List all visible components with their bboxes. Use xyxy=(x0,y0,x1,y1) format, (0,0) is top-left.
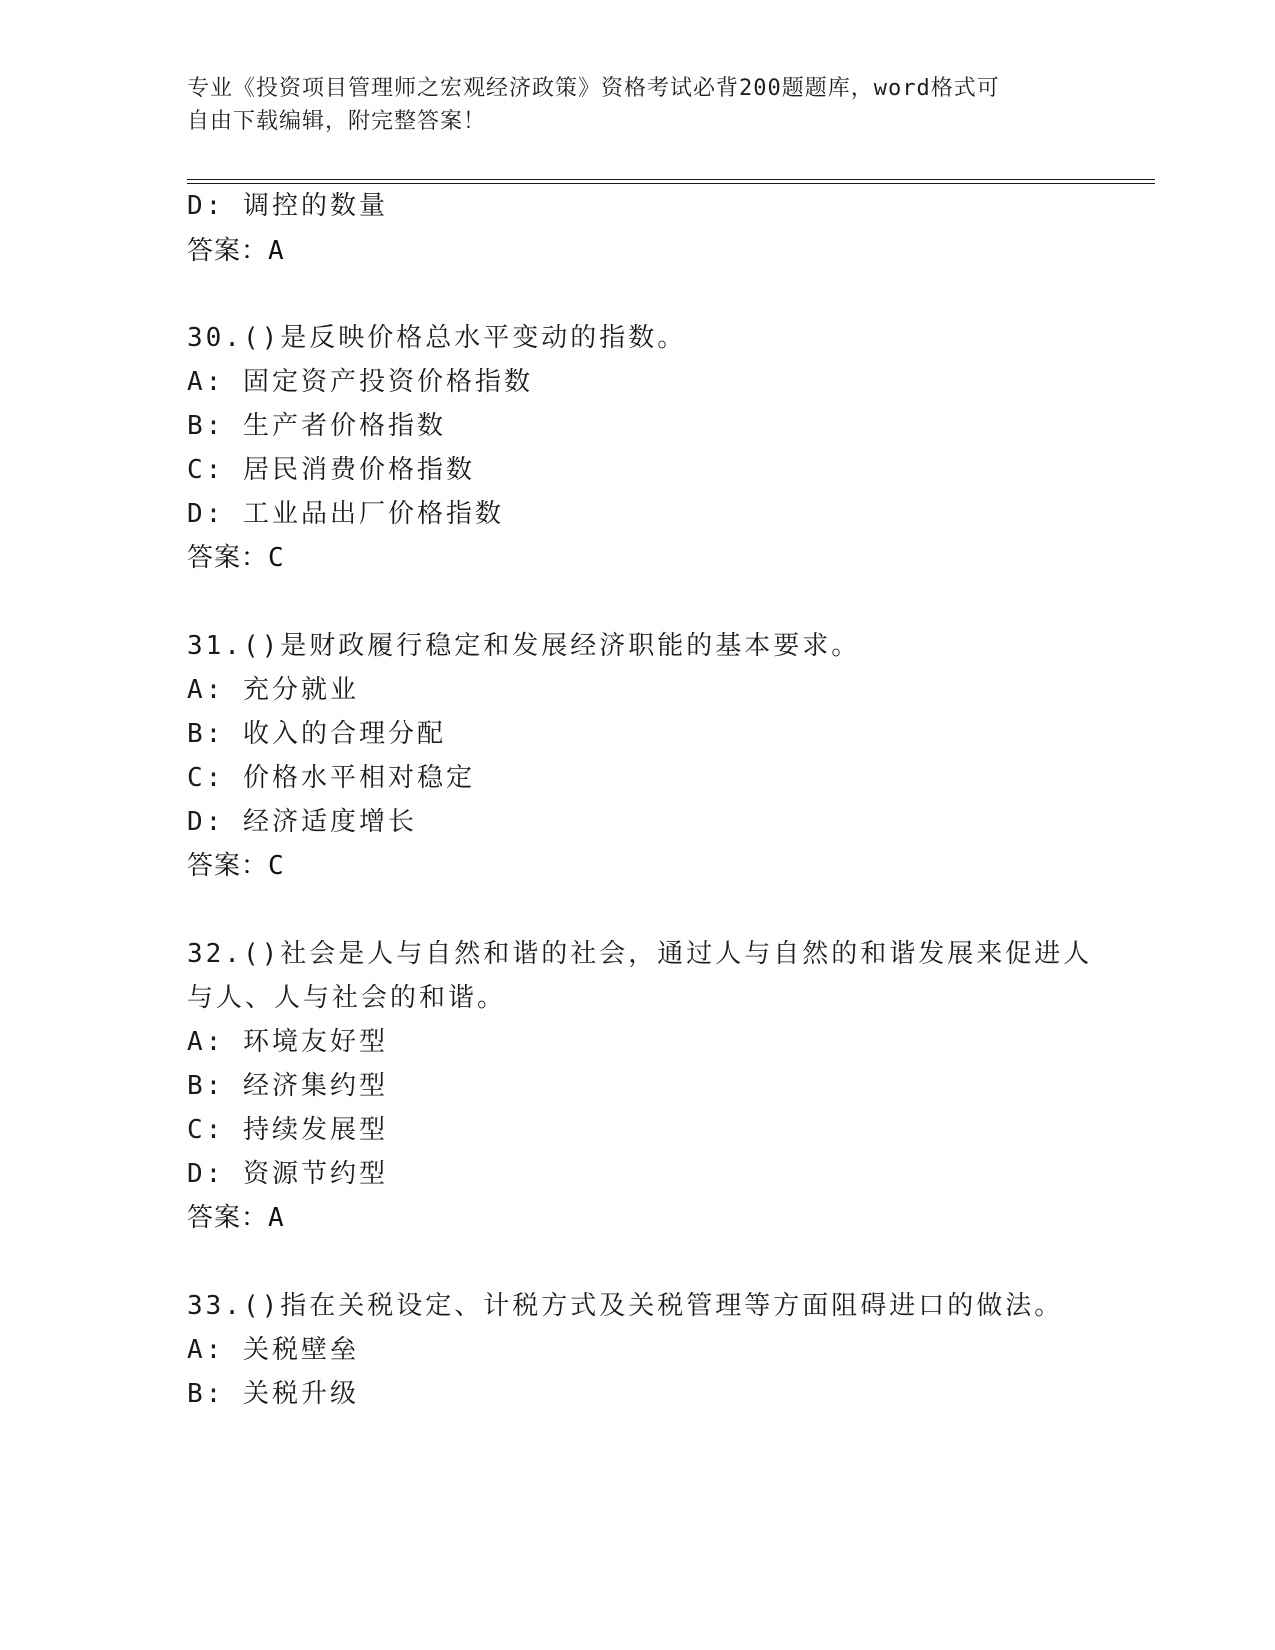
header-rule-bottom xyxy=(187,183,1155,184)
question-32-option-d: D: 资源节约型 xyxy=(187,1159,388,1189)
question-33-option-a: A: 关税壁垒 xyxy=(187,1335,359,1365)
question-32-option-b: B: 经济集约型 xyxy=(187,1071,388,1101)
answer-value: A xyxy=(268,1203,284,1233)
answer-value: C xyxy=(268,851,284,881)
question-30-answer xyxy=(187,542,284,574)
question-31-stem: 31.()是财政履行稳定和发展经济职能的基本要求。 xyxy=(187,631,861,661)
question-32-option-a: A: 环境友好型 xyxy=(187,1027,388,1057)
question-32-stem-line-1: 32.()社会是人与自然和谐的社会，通过人与自然的和谐发展来促进人 xyxy=(187,939,1093,969)
answer-label: 答案： xyxy=(187,1203,269,1233)
question-32-stem-line-2: 与人、人与社会的和谐。 xyxy=(187,983,507,1013)
answer-label: 答案： xyxy=(187,543,269,573)
answer-value: C xyxy=(268,543,284,573)
document-header xyxy=(187,72,1087,138)
question-30-option-d: D: 工业品出厂价格指数 xyxy=(187,499,504,529)
question-31-answer xyxy=(187,850,284,882)
question-31-option-d: D: 经济适度增长 xyxy=(187,807,417,837)
question-30-option-b: B: 生产者价格指数 xyxy=(187,411,446,441)
question-31-option-c: C: 价格水平相对稳定 xyxy=(187,763,475,793)
answer-label: 答案： xyxy=(187,851,269,881)
question-30-option-a: A: 固定资产投资价格指数 xyxy=(187,367,533,397)
question-30-stem: 30.()是反映价格总水平变动的指数。 xyxy=(187,323,687,353)
question-31-option-b: B: 收入的合理分配 xyxy=(187,719,446,749)
question-30-option-c: C: 居民消费价格指数 xyxy=(187,455,475,485)
header-line-2: 自由下载编辑，附完整答案！ xyxy=(187,109,487,134)
answer-value: A xyxy=(268,236,284,266)
question-32-answer xyxy=(187,1202,284,1234)
carryover-option-d: D: 调控的数量 xyxy=(187,191,388,221)
carryover-answer xyxy=(187,235,284,267)
question-31-option-a: A: 充分就业 xyxy=(187,675,359,705)
question-33-stem: 33.()指在关税设定、计税方式及关税管理等方面阻碍进口的做法。 xyxy=(187,1291,1064,1321)
answer-label: 答案： xyxy=(187,236,269,266)
question-33-option-b: B: 关税升级 xyxy=(187,1379,359,1409)
header-rule-top xyxy=(187,179,1155,180)
header-line-1: 专业《投资项目管理师之宏观经济政策》资格考试必背200题题库，word格式可 xyxy=(187,76,1000,101)
question-32-option-c: C: 持续发展型 xyxy=(187,1115,388,1145)
